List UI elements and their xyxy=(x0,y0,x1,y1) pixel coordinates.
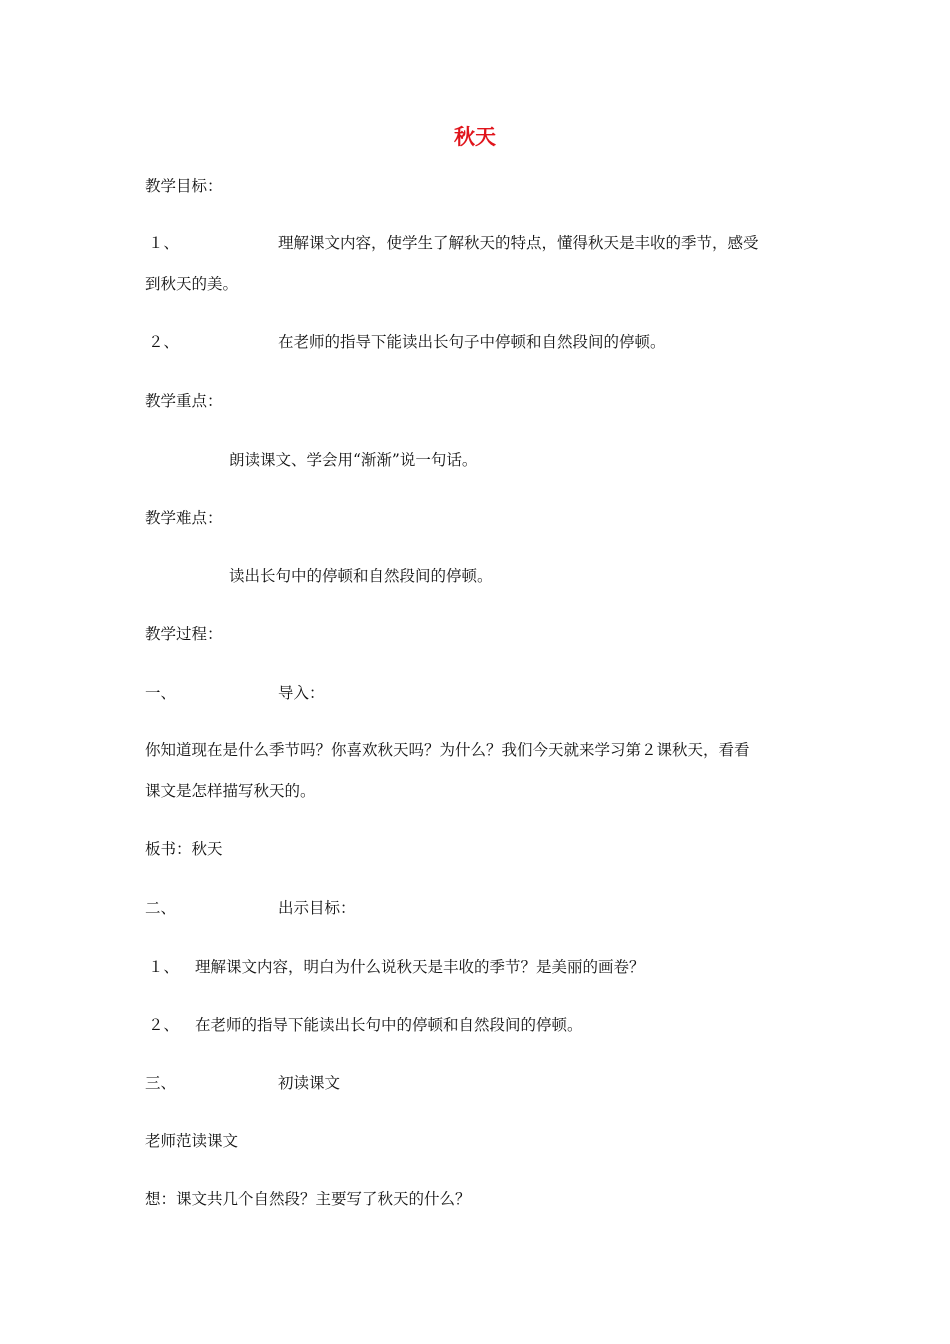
goal1-line1: 理解课文内容，使学生了解秋天的特点，懂得秋天是丰收的季节，感受 xyxy=(278,234,759,252)
difficulty-text: 读出长句中的停顿和自然段间的停顿。 xyxy=(229,567,493,585)
target1-text: 理解课文内容，明白为什么说秋天是丰收的季节？是美丽的画卷？ xyxy=(195,958,645,976)
target2-number: ２、 xyxy=(148,1016,180,1034)
step1-label: 导入： xyxy=(278,684,325,702)
key-heading: 教学重点： xyxy=(145,392,223,410)
process-heading: 教学过程： xyxy=(145,625,223,643)
model-reading-text: 老师范读课文 xyxy=(145,1132,239,1150)
key-text: 朗读课文、学会用“渐渐”说一句话。 xyxy=(229,451,478,469)
board-text: 板书：秋天 xyxy=(145,840,223,858)
target1-number: １、 xyxy=(148,958,180,976)
step1-number: 一、 xyxy=(145,684,177,702)
intro-line1: 你知道现在是什么季节吗？你喜欢秋天吗？为什么？我们今天就来学习第２课秋天，看看 xyxy=(145,741,750,759)
document-title: 秋天 xyxy=(454,125,496,149)
step3-number: 三、 xyxy=(145,1074,177,1092)
intro-line2: 课文是怎样描写秋天的。 xyxy=(145,782,316,800)
goal1-number: １、 xyxy=(148,234,180,252)
goal1-line2: 到秋天的美。 xyxy=(145,275,239,293)
goals-heading: 教学目标： xyxy=(145,177,223,195)
difficulty-heading: 教学难点： xyxy=(145,509,223,527)
step2-number: 二、 xyxy=(145,899,177,917)
goal2-text: 在老师的指导下能读出长句子中停顿和自然段间的停顿。 xyxy=(278,333,666,351)
step2-label: 出示目标： xyxy=(278,899,356,917)
think-text: 想：课文共几个自然段？主要写了秋天的什么？ xyxy=(145,1190,471,1208)
target2-text: 在老师的指导下能读出长句中的停顿和自然段间的停顿。 xyxy=(195,1016,583,1034)
step3-label: 初读课文 xyxy=(278,1074,341,1092)
goal2-number: ２、 xyxy=(148,333,180,351)
